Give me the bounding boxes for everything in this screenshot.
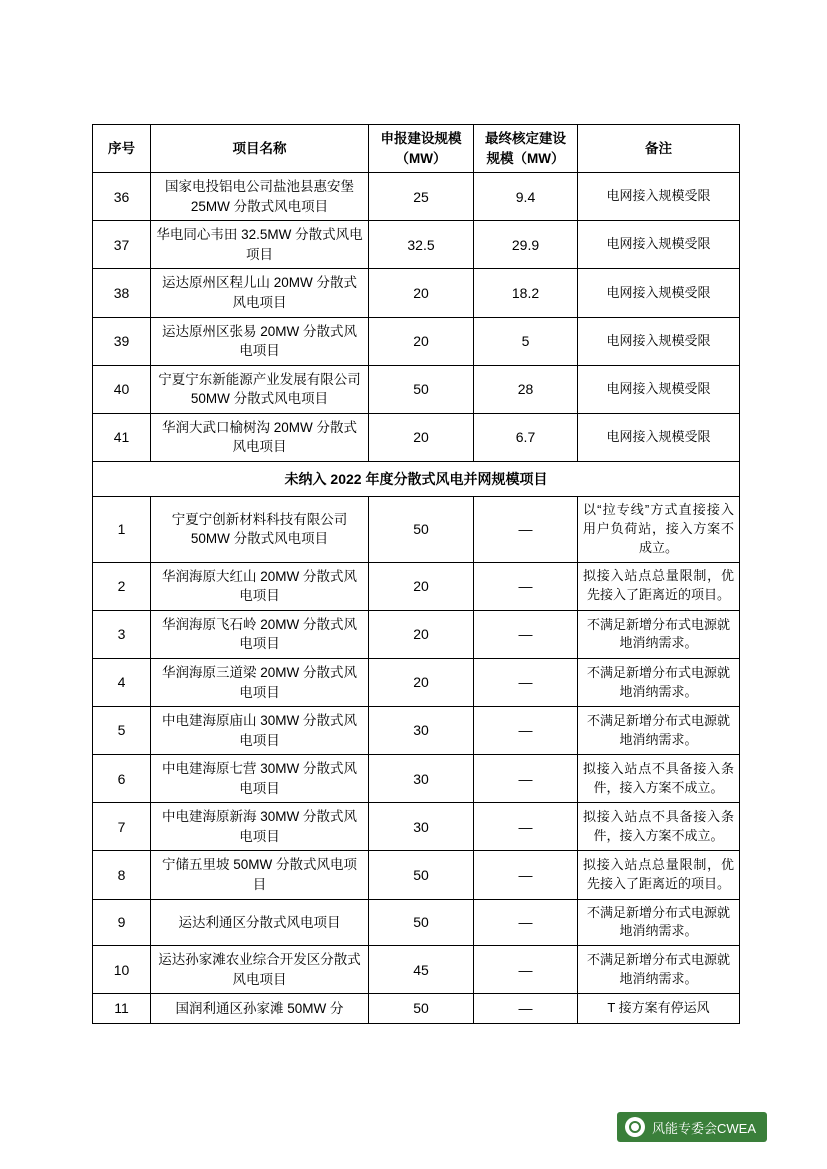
cell-remark: 电网接入规模受限: [578, 317, 740, 365]
cell-declared-scale: 30: [369, 707, 474, 755]
cell-remark: 电网接入规模受限: [578, 173, 740, 221]
cell-seq: 39: [93, 317, 151, 365]
header-project-name: 项目名称: [151, 125, 369, 173]
cell-final-scale: —: [474, 497, 578, 563]
table-row: [93, 269, 740, 317]
cell-seq: 1: [93, 497, 151, 563]
cell-project-name: 华润海原大红山 20MW 分散式风电项目: [151, 562, 369, 610]
cell-declared-scale: 20: [369, 610, 474, 658]
header-final-scale: 最终核定建设规模（MW）: [474, 125, 578, 173]
cell-seq: 4: [93, 658, 151, 706]
table-row: [93, 899, 740, 946]
watermark-badge: [617, 1112, 767, 1142]
table-row: [93, 803, 740, 851]
cell-project-name: 国家电投铝电公司盐池县惠安堡 25MW 分散式风电项目: [151, 173, 369, 221]
cell-project-name: 宁夏宁创新材料科技有限公司 50MW 分散式风电项目: [151, 497, 369, 563]
cell-remark: 电网接入规模受限: [578, 413, 740, 461]
table-row: [93, 413, 740, 461]
table-body: [93, 173, 740, 1024]
cell-seq: 5: [93, 707, 151, 755]
cell-seq: 36: [93, 173, 151, 221]
cell-project-name: 运达孙家滩农业综合开发区分散式风电项目: [151, 946, 369, 994]
cell-project-name: 国润利通区孙家滩 50MW 分: [151, 994, 369, 1023]
cell-final-scale: 18.2: [474, 269, 578, 317]
cell-remark: 电网接入规模受限: [578, 269, 740, 317]
cell-declared-scale: 50: [369, 851, 474, 899]
cell-project-name: 华润大武口榆树沟 20MW 分散式风电项目: [151, 413, 369, 461]
cell-remark: T 接方案有停运风: [578, 994, 740, 1023]
cell-declared-scale: 50: [369, 899, 474, 946]
cell-project-name: 运达原州区张易 20MW 分散式风电项目: [151, 317, 369, 365]
cell-project-name: 中电建海原七营 30MW 分散式风电项目: [151, 755, 369, 803]
cell-final-scale: —: [474, 610, 578, 658]
cell-declared-scale: 50: [369, 994, 474, 1023]
cell-remark: 不满足新增分布式电源就地消纳需求。: [578, 946, 740, 994]
cell-project-name: 运达利通区分散式风电项目: [151, 899, 369, 946]
cell-project-name: 中电建海原新海 30MW 分散式风电项目: [151, 803, 369, 851]
cell-remark: 电网接入规模受限: [578, 365, 740, 413]
cell-remark: 拟接入站点不具备接入条件，接入方案不成立。: [578, 803, 740, 851]
cell-seq: 11: [93, 994, 151, 1023]
cell-remark: 不满足新增分布式电源就地消纳需求。: [578, 707, 740, 755]
cell-final-scale: —: [474, 658, 578, 706]
table-header: [93, 125, 740, 173]
table-row: [93, 610, 740, 658]
table-row: [93, 851, 740, 899]
cell-seq: 9: [93, 899, 151, 946]
cell-project-name: 中电建海原庙山 30MW 分散式风电项目: [151, 707, 369, 755]
section-title: 未纳入 2022 年度分散式风电并网规模项目: [93, 461, 740, 496]
project-table-container: [92, 124, 739, 1024]
cell-declared-scale: 20: [369, 413, 474, 461]
cell-seq: 41: [93, 413, 151, 461]
table-row: [93, 497, 740, 563]
table-row: [93, 173, 740, 221]
cell-seq: 38: [93, 269, 151, 317]
cell-remark: 拟接入站点总量限制，优先接入了距离近的项目。: [578, 562, 740, 610]
section-title-row: [93, 461, 740, 496]
cell-final-scale: —: [474, 707, 578, 755]
cell-final-scale: 5: [474, 317, 578, 365]
table-header-row: [93, 125, 740, 173]
table-row: [93, 994, 740, 1023]
watermark-label: 风能专委会CWEA: [652, 1120, 757, 1136]
table-row: [93, 365, 740, 413]
cell-final-scale: —: [474, 994, 578, 1023]
cell-final-scale: 6.7: [474, 413, 578, 461]
cell-seq: 8: [93, 851, 151, 899]
cell-declared-scale: 50: [369, 365, 474, 413]
header-remark: 备注: [578, 125, 740, 173]
cwea-logo-icon: [625, 1117, 645, 1137]
cell-declared-scale: 20: [369, 269, 474, 317]
cell-seq: 40: [93, 365, 151, 413]
cell-declared-scale: 50: [369, 497, 474, 563]
cell-final-scale: —: [474, 755, 578, 803]
cell-declared-scale: 20: [369, 317, 474, 365]
cell-seq: 6: [93, 755, 151, 803]
table-row: [93, 946, 740, 994]
cell-seq: 3: [93, 610, 151, 658]
cell-declared-scale: 30: [369, 803, 474, 851]
cell-declared-scale: 20: [369, 562, 474, 610]
cell-remark: 拟接入站点总量限制，优先接入了距离近的项目。: [578, 851, 740, 899]
cell-project-name: 华润海原三道梁 20MW 分散式风电项目: [151, 658, 369, 706]
table-row: [93, 221, 740, 269]
cell-seq: 7: [93, 803, 151, 851]
cell-declared-scale: 45: [369, 946, 474, 994]
table-row: [93, 317, 740, 365]
cell-project-name: 宁储五里坡 50MW 分散式风电项目: [151, 851, 369, 899]
cell-final-scale: —: [474, 946, 578, 994]
cell-seq: 10: [93, 946, 151, 994]
cell-project-name: 华电同心韦田 32.5MW 分散式风电项目: [151, 221, 369, 269]
cell-remark: 不满足新增分布式电源就地消纳需求。: [578, 610, 740, 658]
table-row: [93, 707, 740, 755]
cell-final-scale: —: [474, 851, 578, 899]
table-row: [93, 562, 740, 610]
cell-seq: 2: [93, 562, 151, 610]
cell-seq: 37: [93, 221, 151, 269]
cell-project-name: 华润海原飞石岭 20MW 分散式风电项目: [151, 610, 369, 658]
table-row: [93, 658, 740, 706]
header-declared-scale: 申报建设规模（MW）: [369, 125, 474, 173]
cell-declared-scale: 20: [369, 658, 474, 706]
table-row: [93, 755, 740, 803]
cell-final-scale: 29.9: [474, 221, 578, 269]
cell-remark: 拟接入站点不具备接入条件，接入方案不成立。: [578, 755, 740, 803]
cell-project-name: 运达原州区程儿山 20MW 分散式风电项目: [151, 269, 369, 317]
cell-remark: 不满足新增分布式电源就地消纳需求。: [578, 658, 740, 706]
cell-declared-scale: 32.5: [369, 221, 474, 269]
cell-final-scale: —: [474, 562, 578, 610]
cell-declared-scale: 30: [369, 755, 474, 803]
cell-remark: 不满足新增分布式电源就地消纳需求。: [578, 899, 740, 946]
cell-remark: 以“拉专线”方式直接接入用户负荷站，接入方案不成立。: [578, 497, 740, 563]
cell-final-scale: 28: [474, 365, 578, 413]
cell-final-scale: —: [474, 899, 578, 946]
header-seq: 序号: [93, 125, 151, 173]
cell-final-scale: —: [474, 803, 578, 851]
project-table: [92, 124, 740, 1024]
cell-project-name: 宁夏宁东新能源产业发展有限公司 50MW 分散式风电项目: [151, 365, 369, 413]
cell-declared-scale: 25: [369, 173, 474, 221]
cell-final-scale: 9.4: [474, 173, 578, 221]
cell-remark: 电网接入规模受限: [578, 221, 740, 269]
